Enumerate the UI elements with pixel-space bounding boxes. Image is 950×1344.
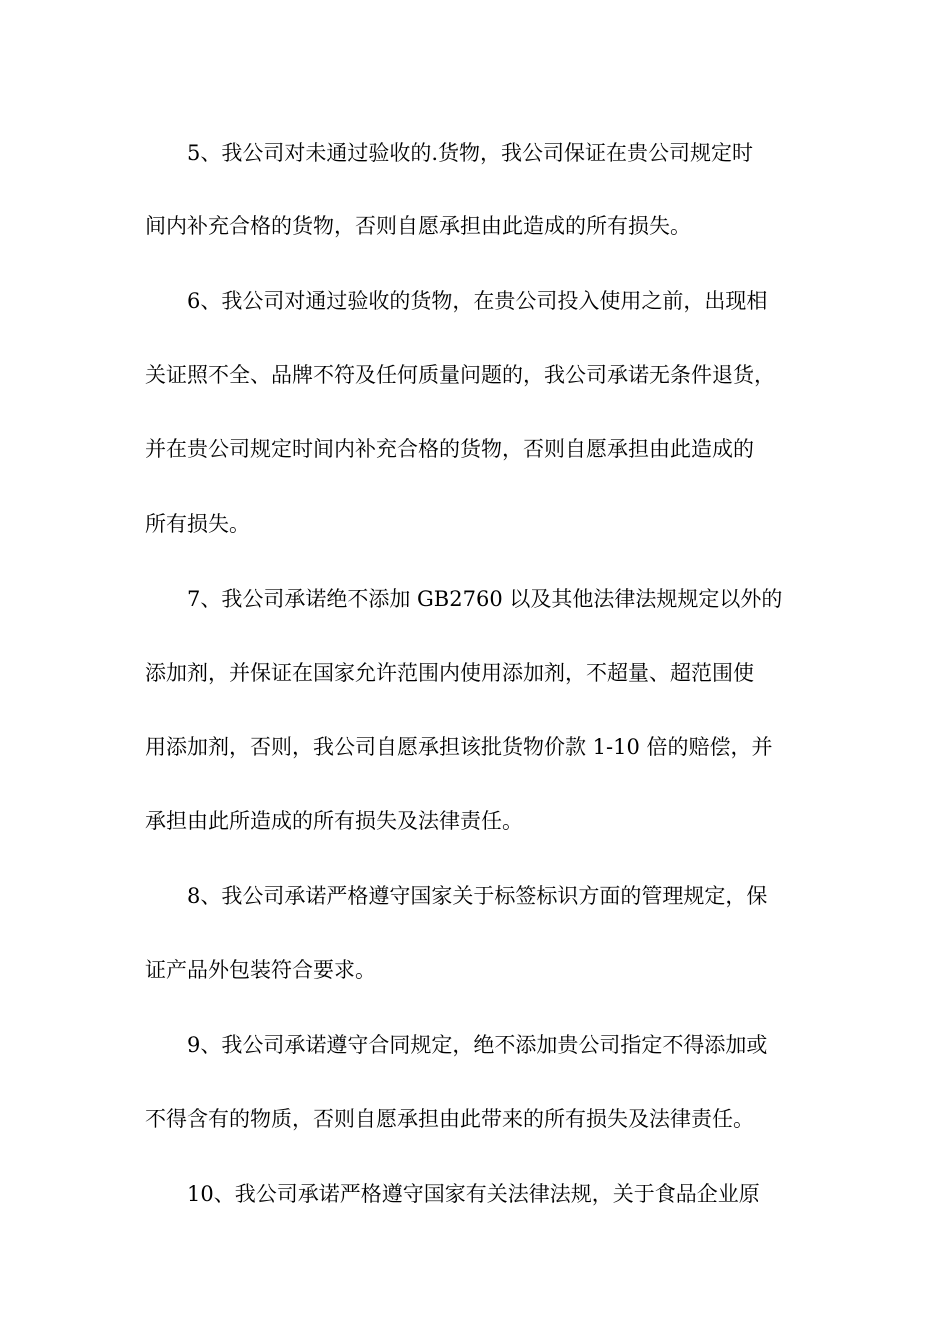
text-line: 证产品外包装符合要求。 (145, 958, 376, 982)
text-line: 8、我公司承诺严格遵守国家关于标签标识方面的管理规定，保 (187, 884, 768, 908)
text-line: 9、我公司承诺遵守合同规定，绝不添加贵公司指定不得添加或 (187, 1033, 768, 1057)
text-line: 所有损失。 (145, 512, 250, 536)
text-line: 关证照不全、品牌不符及任何质量问题的，我公司承诺无条件退货， (145, 363, 775, 387)
text-line: 承担由此所造成的所有损失及法律责任。 (145, 809, 523, 833)
text-line: 并在贵公司规定时间内补充合格的货物，否则自愿承担由此造成的 (145, 437, 754, 461)
text-line: 10、我公司承诺严格遵守国家有关法律法规，关于食品企业原 (187, 1182, 760, 1206)
text-line: 用添加剂，否则，我公司自愿承担该批货物价款 1-10 倍的赔偿，并 (145, 735, 773, 759)
text-line: 添加剂，并保证在国家允许范围内使用添加剂，不超量、超范围使 (145, 661, 754, 685)
text-line: 不得含有的物质，否则自愿承担由此带来的所有损失及法律责任。 (145, 1107, 754, 1131)
text-line: 7、我公司承诺绝不添加 GB2760 以及其他法律法规规定以外的 (187, 587, 783, 611)
text-line: 间内补充合格的货物，否则自愿承担由此造成的所有损失。 (145, 214, 691, 238)
text-line: 6、我公司对通过验收的货物，在贵公司投入使用之前，出现相 (187, 289, 768, 313)
text-line: 5、我公司对未通过验收的.货物，我公司保证在贵公司规定时 (187, 141, 754, 165)
